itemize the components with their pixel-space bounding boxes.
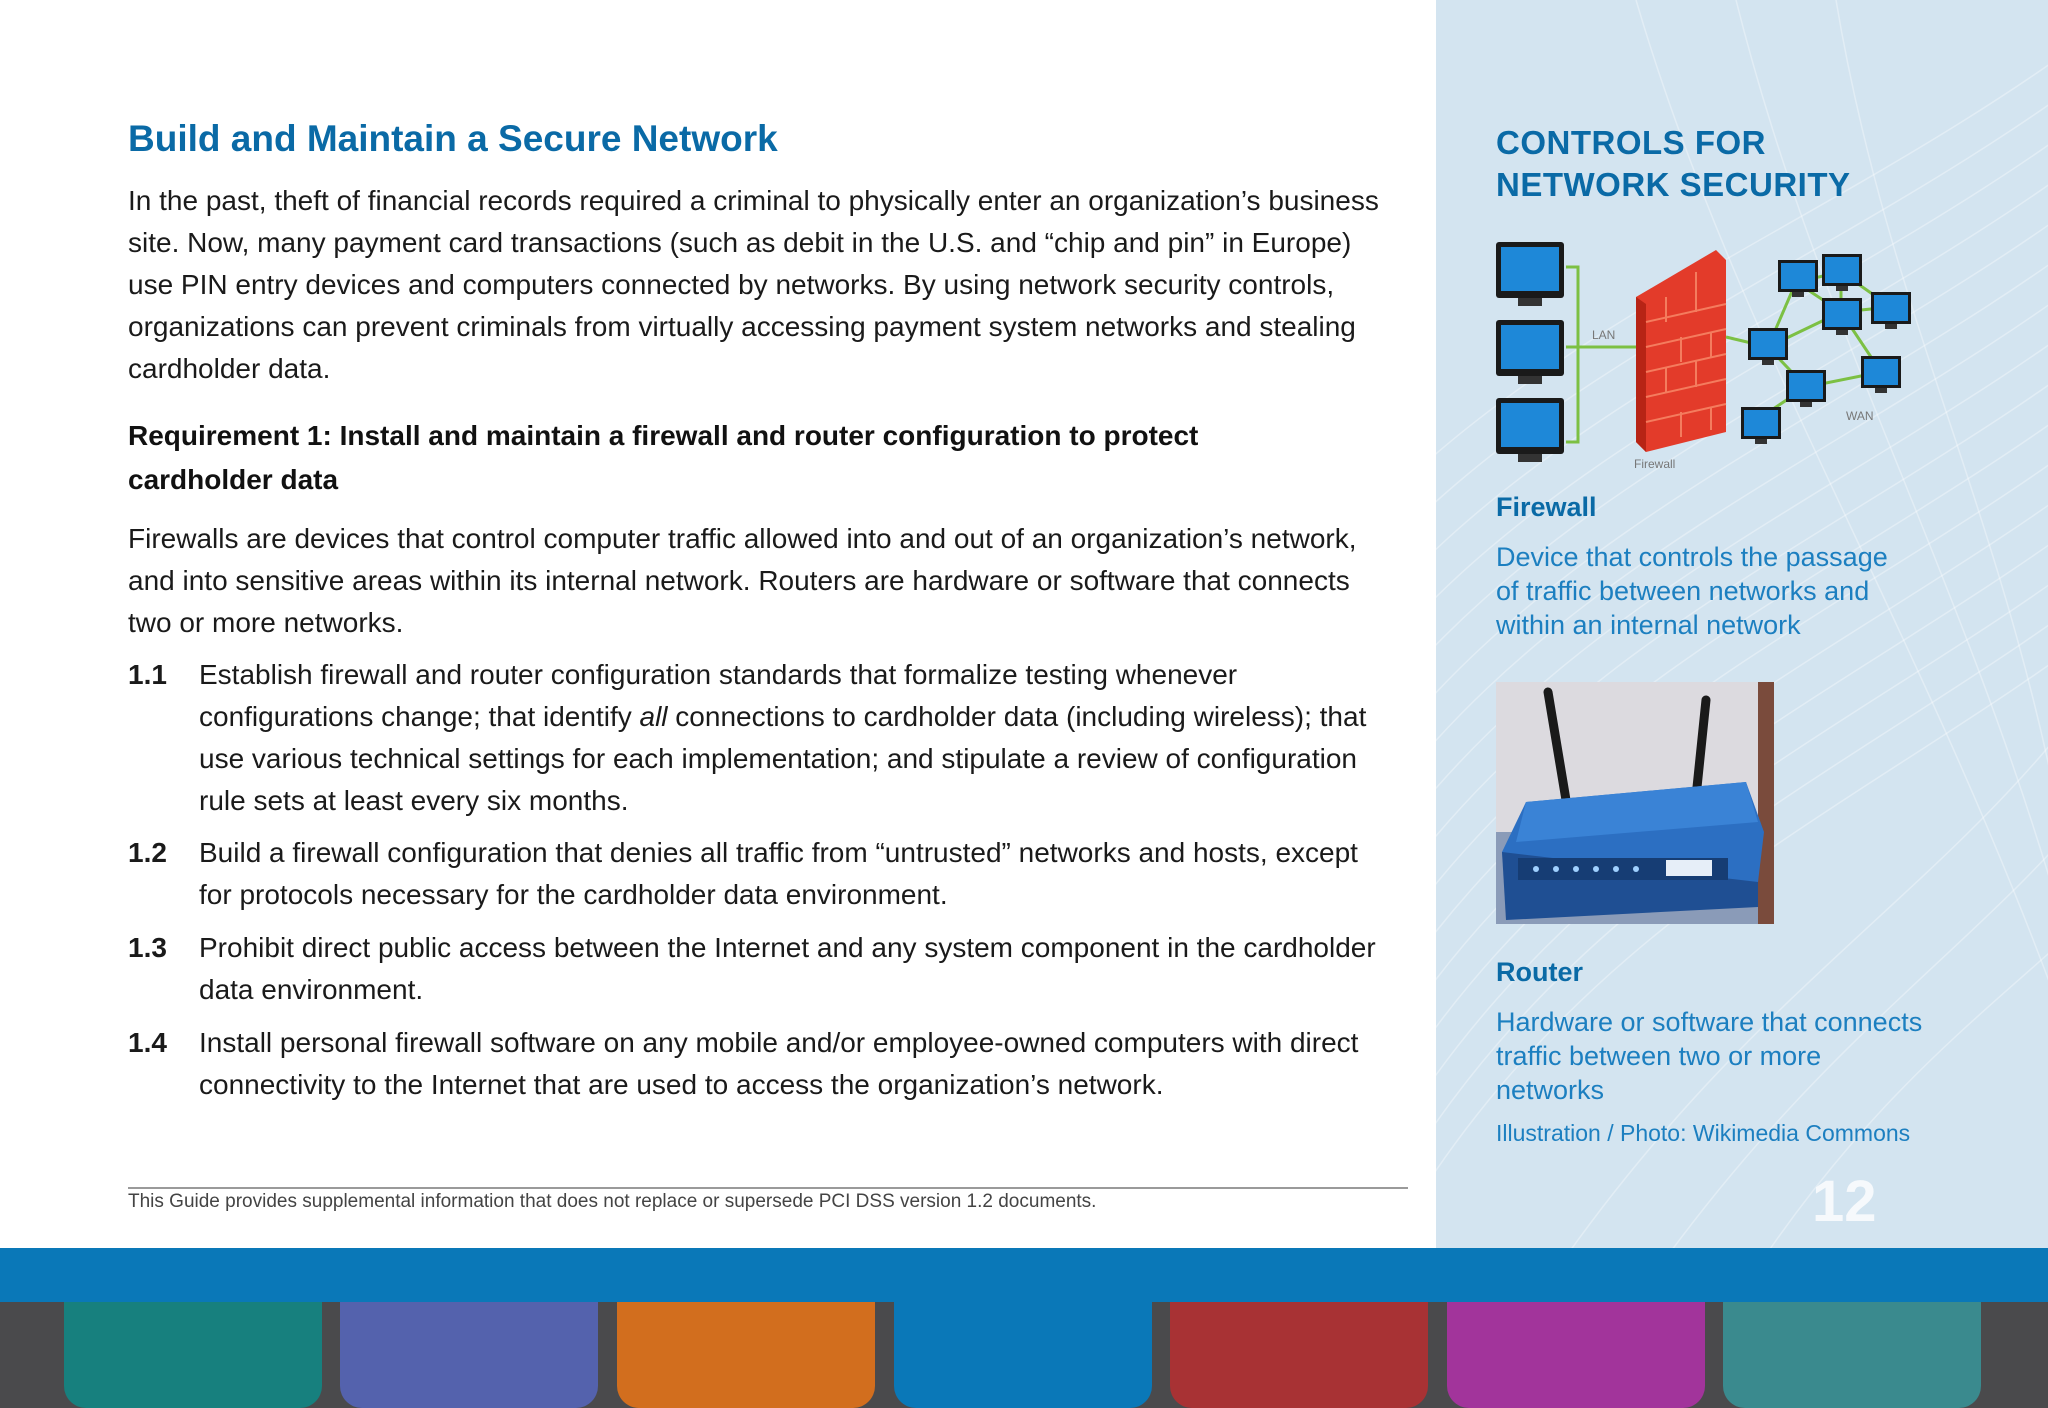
- lan-label: LAN: [1592, 328, 1616, 342]
- photo-credit: Illustration / Photo: Wikimedia Commons: [1496, 1120, 1911, 1146]
- item-line: [199, 696, 1366, 738]
- sidebar-title: [1496, 122, 2016, 206]
- intro-paragraph: [128, 180, 1408, 390]
- requirement-heading-line: cardholder data: [128, 464, 339, 495]
- intro-line: use PIN entry devices and computers connected by networks. By using network security controls,: [128, 269, 1335, 300]
- wan-computer-icon: [1822, 298, 1862, 335]
- router-desc-line: Hardware or software that connects: [1496, 1007, 1923, 1037]
- item-line: Build a firewall configuration that denies all traffic from “untrusted” networks and hosts, except: [199, 837, 1358, 868]
- section-tab-5[interactable]: [1170, 1302, 1428, 1408]
- router-image: [1496, 682, 1774, 924]
- network-diagram: [1496, 242, 1936, 472]
- item-text: [199, 927, 1376, 1011]
- firewall-wall-icon: [1636, 250, 1726, 452]
- section-tab-1[interactable]: [64, 1302, 322, 1408]
- wan-label: WAN: [1846, 409, 1874, 423]
- requirement-desc-line: and into sensitive areas within its internal network. Routers are hardware or software that connects: [128, 565, 1350, 596]
- page-title: Build and Maintain a Secure Network: [128, 118, 778, 159]
- wan-computer-icon: [1861, 356, 1901, 393]
- firewall-desc-line: of traffic between networks and: [1496, 576, 1870, 606]
- section-tab-6[interactable]: [1447, 1302, 1705, 1408]
- computer-icon: [1496, 242, 1564, 306]
- section-tab-7[interactable]: [1723, 1302, 1981, 1408]
- item-line: use various technical settings for each implementation; and stipulate a review of configuration: [199, 743, 1357, 774]
- item-number: 1.3: [128, 932, 167, 963]
- section-tab-4[interactable]: [894, 1302, 1152, 1408]
- item-line-part: connections to cardholder data (including wireless); that: [667, 701, 1367, 732]
- item-line: connectivity to the Internet that are used to access the organization’s network.: [199, 1069, 1164, 1100]
- router-description: [1496, 1005, 1936, 1107]
- item-number: 1.2: [128, 837, 167, 868]
- section-tab-2[interactable]: [340, 1302, 598, 1408]
- item-text: [199, 832, 1358, 916]
- requirement-heading: [128, 414, 1408, 502]
- wan-computer-icon: [1778, 260, 1818, 297]
- intro-line: cardholder data.: [128, 353, 331, 384]
- firewall-term: Firewall: [1496, 492, 1597, 522]
- firewall-desc-line: within an internal network: [1496, 610, 1801, 640]
- item-line: data environment.: [199, 974, 424, 1005]
- wan-computer-icon: [1748, 328, 1788, 365]
- item-number: 1.4: [128, 1027, 167, 1058]
- item-line-emphasis: all: [639, 701, 668, 732]
- item-line-part: configurations change; that identify: [199, 701, 640, 732]
- item-text: [199, 1022, 1358, 1106]
- router-term: Router: [1496, 957, 1583, 987]
- footer-divider: [128, 1187, 1408, 1189]
- intro-line: organizations can prevent criminals from virtually accessing payment system networks and stealing: [128, 311, 1356, 342]
- requirement-desc-line: two or more networks.: [128, 607, 404, 638]
- item-line: rule sets at least every six months.: [199, 785, 629, 816]
- item-line: for protocols necessary for the cardholder data environment.: [199, 879, 948, 910]
- section-tab-3[interactable]: [617, 1302, 875, 1408]
- intro-line: site. Now, many payment card transactions (such as debit in the U.S. and “chip and pin” in Europe): [128, 227, 1352, 258]
- computer-icon: [1496, 320, 1564, 384]
- lan-links: [1566, 267, 1636, 442]
- requirement-desc-line: Firewalls are devices that control computer traffic allowed into and out of an organization’s network,: [128, 523, 1357, 554]
- item-line: Install personal firewall software on any mobile and/or employee-owned computers with direct: [199, 1027, 1359, 1058]
- router-desc-line: networks: [1496, 1075, 1605, 1105]
- sidebar-title-line: CONTROLS FOR: [1496, 124, 1766, 161]
- wan-computer-icon: [1741, 407, 1781, 444]
- firewall-description: [1496, 540, 1936, 642]
- item-line: Prohibit direct public access between the Internet and any system component in the cardholder: [199, 932, 1376, 963]
- item-text: [199, 654, 1366, 822]
- router-photo: [1496, 682, 1774, 924]
- firewall-label: Firewall: [1634, 457, 1676, 471]
- router-desc-line: traffic between two or more: [1496, 1041, 1822, 1071]
- sidebar-panel: [1436, 0, 2048, 1300]
- wan-computer-icon: [1786, 370, 1826, 407]
- wan-computer-icon: [1871, 292, 1911, 329]
- requirement-heading-line: Requirement 1: Install and maintain a firewall and router configuration to protect: [128, 420, 1199, 451]
- item-line: Establish firewall and router configuration standards that formalize testing whenever: [199, 659, 1238, 690]
- page-number: 12: [1812, 1169, 1877, 1234]
- item-number: 1.1: [128, 659, 167, 690]
- sidebar-title-line: NETWORK SECURITY: [1496, 166, 1851, 203]
- bottom-band: [0, 1248, 2048, 1302]
- firewall-desc-line: Device that controls the passage: [1496, 542, 1888, 572]
- wan-computer-icon: [1822, 254, 1862, 291]
- requirement-description: [128, 518, 1408, 644]
- intro-line: In the past, theft of financial records required a criminal to physically enter an organization’s business: [128, 185, 1379, 216]
- computer-icon: [1496, 398, 1564, 462]
- footer-note: This Guide provides supplemental information that does not replace or supersede PCI DSS version 1.2 documents.: [128, 1191, 1097, 1212]
